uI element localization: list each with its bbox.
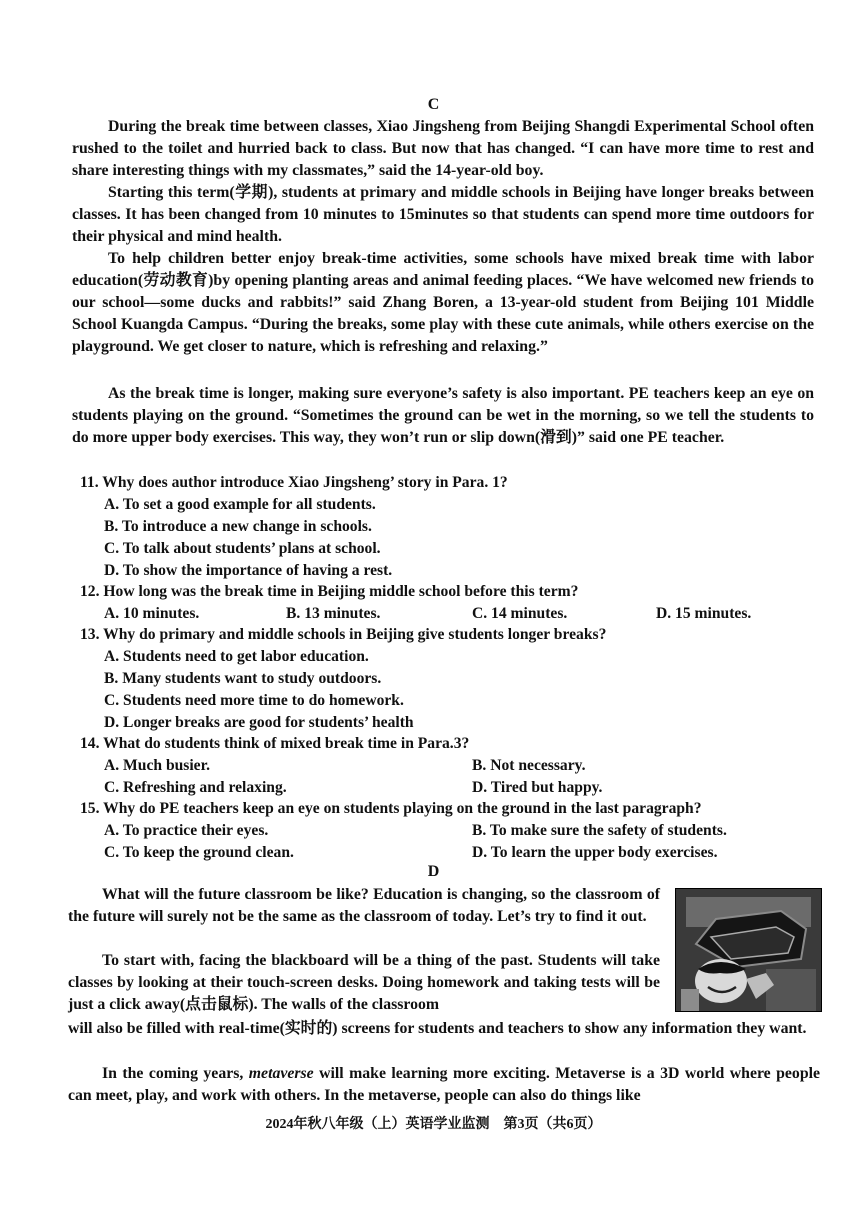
passage-d-paragraph-2-end: will also be filled with real-time(实时的) screens for students and teachers to show any information they want. [68, 1020, 807, 1037]
question-13-stem: 13. Why do primary and middle schools in Beijing give students longer breaks? [80, 626, 607, 643]
paragraph-3-prefix: In the coming years, [102, 1065, 249, 1082]
question-12-option-a: A. 10 minutes. [104, 605, 200, 622]
question-14-option-b: B. Not necessary. [472, 757, 586, 774]
question-13-option-c: C. Students need more time to do homework. [104, 692, 404, 709]
question-12-option-c: C. 14 minutes. [472, 605, 568, 622]
passage-c-paragraph-2: Starting this term(学期), students at primary and middle schools in Beijing have longer breaks between classes. It has been changed from 10 minutes to 15minutes so that students can spend more time outdoors for their physical and mind health. [72, 184, 814, 245]
question-11-option-d: D. To show the importance of having a rest. [104, 562, 393, 579]
question-15-option-a: A. To practice their eyes. [104, 822, 269, 839]
question-15-option-d: D. To learn the upper body exercises. [472, 844, 718, 861]
question-11-stem: 11. Why does author introduce Xiao Jingsheng’ story in Para. 1? [80, 474, 508, 491]
question-11-option-b: B. To introduce a new change in schools. [104, 518, 372, 535]
metaverse-term: metaverse [248, 1065, 314, 1082]
question-11-option-a: A. To set a good example for all students. [104, 496, 376, 513]
question-13-option-b: B. Many students want to study outdoors. [104, 670, 382, 687]
question-12-option-b: B. 13 minutes. [286, 605, 381, 622]
passage-d-paragraph-3 [68, 1063, 820, 1107]
passage-c-paragraph-4: As the break time is longer, making sure everyone’s safety is also important. PE teachers keep an eye on students playing on the ground. “Sometimes the ground can be wet in the morning, so we tell the students to do more upper body exercises. This way, they won’t run or slip down(滑到)” said one PE teacher. [72, 385, 814, 446]
question-12-option-d: D. 15 minutes. [656, 605, 752, 622]
passage-d-paragraph-1: What will the future classroom be like? Education is changing, so the classroom of the future will surely not be the same as the classroom of today. Let’s try to find it out. [68, 886, 660, 925]
paragraph-3-rest: will make learning more exciting. Metaverse is a 3D world where people can meet, play, and work with others. In the metaverse, people can also do things like [68, 1065, 820, 1104]
question-11-option-c: C. To talk about students’ plans at school. [104, 540, 381, 557]
question-13-option-d: D. Longer breaks are good for students’ health [104, 714, 414, 731]
question-14-stem: 14. What do students think of mixed break time in Para.3? [80, 735, 470, 752]
question-13-option-a: A. Students need to get labor education. [104, 648, 369, 665]
question-15-stem: 15. Why do PE teachers keep an eye on students playing on the ground in the last paragraph? [80, 800, 702, 817]
question-12-stem: 12. How long was the break time in Beijing middle school before this term? [80, 583, 579, 600]
question-14-option-a: A. Much busier. [104, 757, 210, 774]
question-15-option-c: C. To keep the ground clean. [104, 844, 294, 861]
question-14-option-c: C. Refreshing and relaxing. [104, 779, 287, 796]
section-c-label: C [427, 96, 440, 113]
passage-c-paragraph-1: During the break time between classes, Xiao Jingsheng from Beijing Shangdi Experimental School often rushed to the toilet and hurried back to class. But now that has changed. “I can have more time to rest and share interesting things with my classmates,” said the 14-year-old boy. [72, 118, 814, 179]
passage-c-paragraph-3: To help children better enjoy break-time activities, some schools have mixed break time with labor education(劳动教育)by opening planting areas and animal feeding places. “We have welcomed new friends to our school—some ducks and rabbits!” said Zhang Boren, a 13-year-old student from Beijing 101 Middle School Kuangda Campus. “During the breaks, some play with these cute animals, while others exercise on the playground. We get closer to nature, which is refreshing and relaxing.” [72, 250, 814, 355]
section-d-label: D [427, 863, 440, 880]
page-footer: 2024年秋八年级（上）英语学业监测 第3页（共6页） [265, 1117, 602, 1132]
vr-headset-photo [675, 888, 822, 1012]
question-15-option-b: B. To make sure the safety of students. [472, 822, 727, 839]
passage-d-paragraph-2-start: To start with, facing the blackboard will be a thing of the past. Students will take classes by looking at their touch-screen desks. Doing homework and taking tests will be just a click away(点击鼠标). The walls of the classroom [68, 952, 660, 1013]
question-14-option-d: D. Tired but happy. [472, 779, 603, 796]
